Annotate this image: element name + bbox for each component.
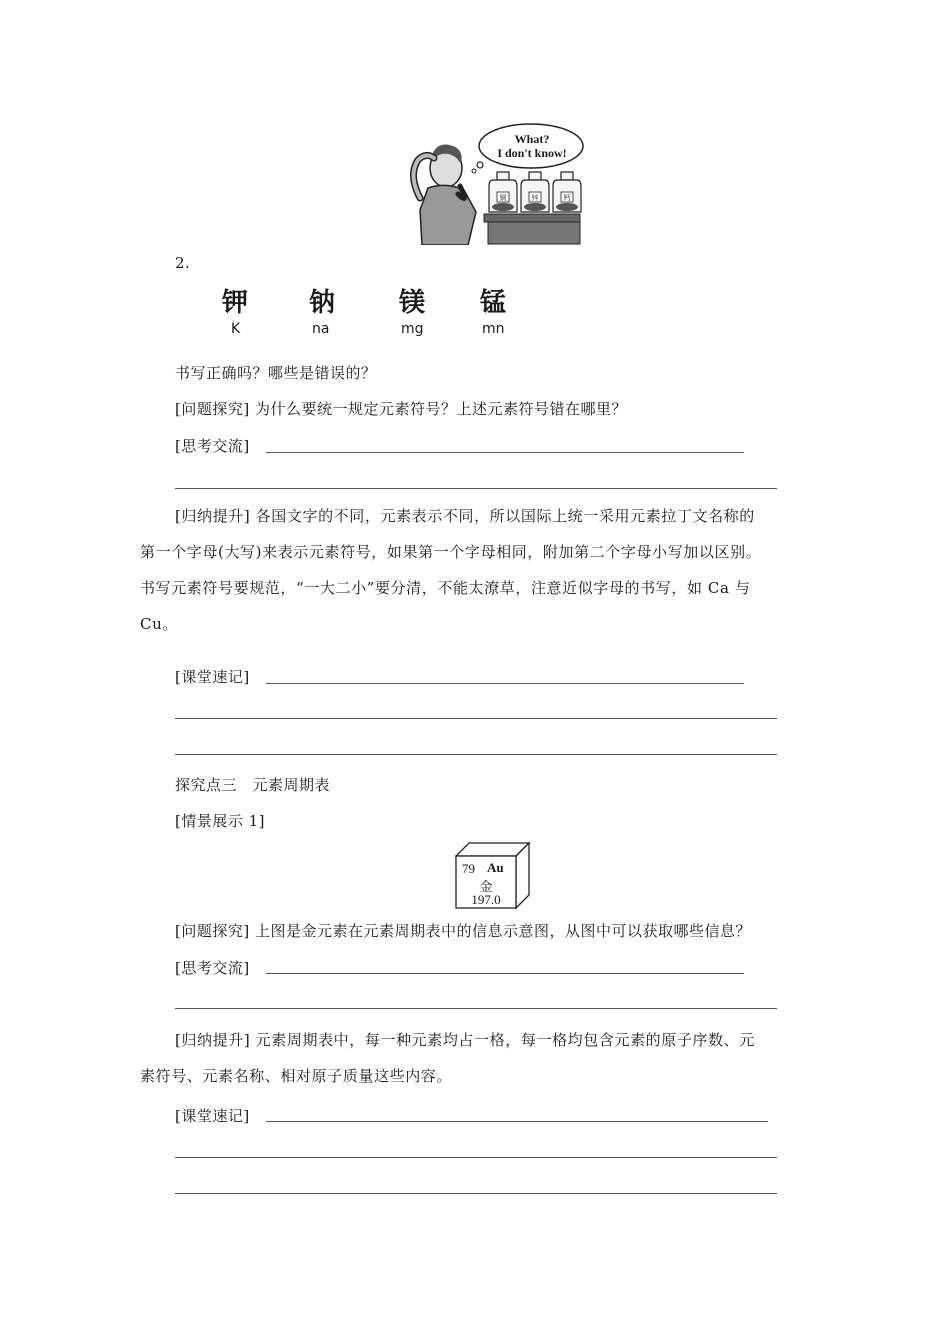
summary-1-line-2: 第一个字母(大写)来表示元素符号，如果第一个字母相同，附加第二个字母小写加以区别。 bbox=[140, 543, 762, 561]
summary-1-line-4: Cu。 bbox=[140, 615, 178, 633]
summary-paragraph-2 bbox=[140, 1022, 820, 1094]
summary-1-line-3: 书写元素符号要规范，“一大二小”要分清，不能太潦草，注意近似字母的书写，如 Ca 与 bbox=[140, 579, 751, 597]
notes-line[interactable] bbox=[266, 683, 744, 684]
inquiry-2: [问题探究] 上图是金元素在元素周期表中的信息示意图，从图中可以获取哪些信息？ bbox=[175, 922, 751, 940]
think-exchange-label-1: [思考交流] bbox=[175, 437, 250, 455]
scene-label: [情景展示 1] bbox=[175, 812, 266, 830]
element-name: 金 bbox=[479, 879, 493, 894]
element-char-magnesium: 镁 bbox=[399, 288, 426, 318]
element-symbol: Au bbox=[487, 860, 504, 875]
confused-student-illustration bbox=[398, 120, 588, 245]
notes-line[interactable] bbox=[175, 718, 777, 719]
atomic-number: 79 bbox=[462, 861, 475, 876]
speech-line-1: What? bbox=[514, 132, 550, 146]
answer-line[interactable] bbox=[266, 973, 744, 974]
section-title: 探究点三 元素周期表 bbox=[175, 776, 331, 794]
notes-line[interactable] bbox=[266, 1121, 768, 1122]
notes-line[interactable] bbox=[175, 1157, 777, 1158]
answer-line[interactable] bbox=[175, 1008, 777, 1009]
class-notes-label-2: [课堂速记] bbox=[175, 1107, 250, 1125]
bottle-label-1: 铜 bbox=[499, 194, 507, 202]
answer-line[interactable] bbox=[266, 452, 744, 453]
question-correctness: 书写正确吗？哪些是错误的？ bbox=[175, 364, 377, 382]
element-char-sodium: 钠 bbox=[309, 288, 336, 318]
item-number: 2. bbox=[175, 254, 191, 272]
answer-line[interactable] bbox=[175, 488, 777, 489]
element-symbol-manganese: mn bbox=[482, 321, 505, 337]
bottle-label-3: 钙 bbox=[563, 194, 571, 202]
speech-bubble-text bbox=[484, 132, 580, 160]
gold-element-cell bbox=[455, 842, 531, 910]
notes-line[interactable] bbox=[175, 754, 777, 755]
atomic-mass: 197.0 bbox=[471, 892, 501, 907]
notes-line[interactable] bbox=[175, 1193, 777, 1194]
element-symbol-sodium: na bbox=[312, 321, 330, 337]
element-symbol-magnesium: mg bbox=[401, 321, 424, 337]
summary-2-line-1: [归纳提升] 元素周期表中，每一种元素均占一格，每一格均包含元素的原子序数、元 bbox=[175, 1031, 755, 1049]
speech-line-2: I don't know! bbox=[497, 146, 567, 160]
element-char-potassium: 钾 bbox=[222, 288, 249, 318]
bottle-label-2: 锌 bbox=[531, 194, 539, 202]
element-symbol-potassium: K bbox=[231, 321, 241, 337]
summary-paragraph-1 bbox=[140, 498, 820, 642]
think-exchange-label-2: [思考交流] bbox=[175, 959, 250, 977]
inquiry-1: [问题探究] 为什么要统一规定元素符号？上述元素符号错在哪里？ bbox=[175, 400, 627, 418]
class-notes-label-1: [课堂速记] bbox=[175, 668, 250, 686]
element-char-manganese: 锰 bbox=[480, 288, 507, 318]
summary-2-line-2: 素符号、元素名称、相对原子质量这些内容。 bbox=[140, 1067, 453, 1085]
summary-1-line-1: [归纳提升] 各国文字的不同，元素表示不同，所以国际上统一采用元素拉丁文名称的 bbox=[175, 507, 755, 525]
